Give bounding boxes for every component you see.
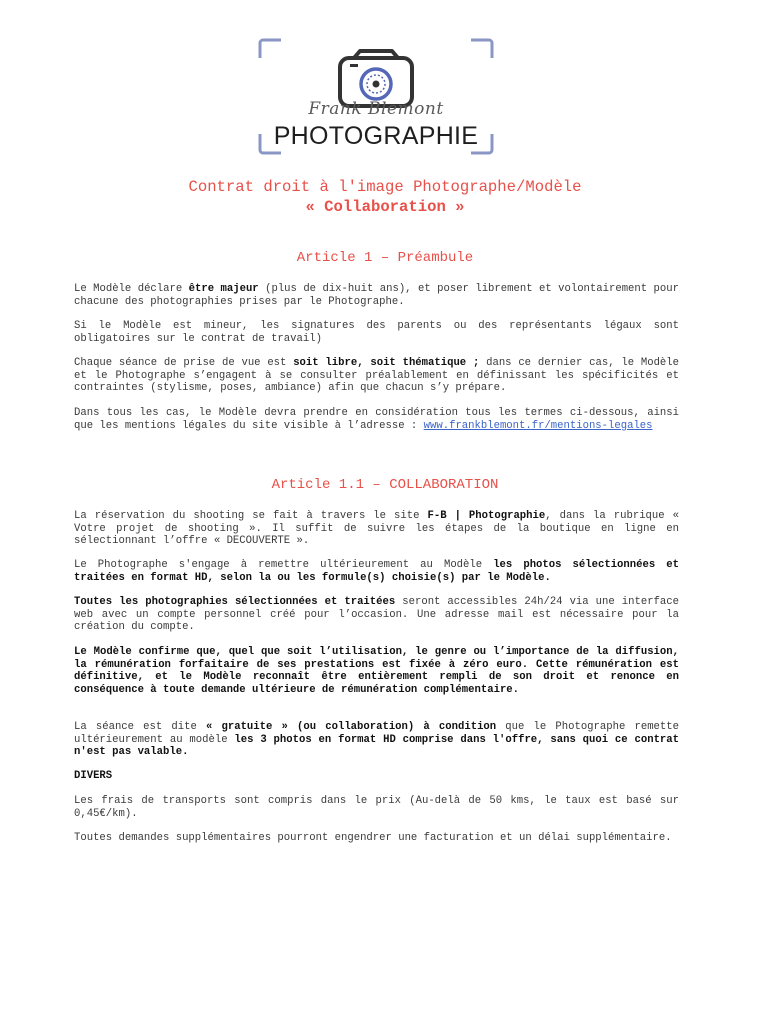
text-span: que le Photographe remette ultérieurement au modèle [74, 721, 679, 746]
camera-icon [340, 51, 412, 106]
text-span: seront accessibles 24h/24 via une interface web avec un compte personnel créé pour l’occasion. Une adresse mail est nécessaire pour la création du compte. [74, 596, 679, 634]
bold-span: F-B | Photographie [427, 510, 546, 522]
text-span: dans ce dernier cas, le Modèle et le Photographe s’engagent à se consulter préalablement en définissant les spécificités et contraintes (stylisme, poses, ambiance) afin que chacun s’y prépare. [74, 357, 679, 395]
text-span: Le Photographe s'engage à remettre ultérieurement au Modèle [74, 559, 494, 571]
article-1-paragraph-1 [74, 283, 679, 308]
text-span: Le Modèle déclare [74, 283, 189, 295]
logo-script-name: Frank Blemont [308, 99, 444, 119]
document-title: Contrat droit à l'image Photographe/Modèle [188, 178, 582, 196]
divers-paragraph-2: Toutes demandes supplémentaires pourront engendrer une facturation et un délai supplémentaire. [74, 832, 672, 844]
frame-corner-top-right [471, 40, 492, 58]
article-1-1-paragraph-5 [74, 721, 679, 759]
text-span: Dans tous les cas, le Modèle devra prendre en considération tous les termes ci-dessous, ainsi que les mentions légales du site visible à l’adresse : [74, 407, 679, 432]
text-span: , dans la rubrique « Votre projet de shooting ». Il suffit de suivre les étapes de la boutique en ligne en sélectionnant l’offre « DECOUVERTE ». [74, 510, 679, 548]
logo-brand-word: PHOTOGRAPHIE [273, 122, 479, 150]
mentions-legales-link[interactable]: www.frankblemont.fr/mentions-legales [423, 419, 653, 432]
brand-logo [257, 36, 495, 160]
bold-span: les photos sélectionnées et traitées en format HD, selon la ou les formule(s) choisie(s) par le Modèle. [74, 559, 679, 584]
article-1-heading: Article 1 – Préambule [296, 250, 474, 266]
divers-paragraph-1: Les frais de transports sont compris dans le prix (Au-delà de 50 kms, le taux est basé sur 0,45€/km). [74, 795, 679, 820]
text-span: La séance est dite [74, 721, 206, 733]
article-1-paragraph-3 [74, 357, 679, 395]
divers-heading: DIVERS [74, 770, 113, 782]
article-1-1-paragraph-2 [74, 559, 679, 584]
article-1-paragraph-2: Si le Modèle est mineur, les signatures des parents ou des représentants légaux sont obligatoires sur le contrat de travail) [74, 320, 679, 345]
text-span: (plus de dix-huit ans), et poser librement et volontairement pour chacune des photographies prises par le Photographe. [74, 283, 679, 308]
document-subtitle: « Collaboration » [305, 198, 465, 216]
article-1-paragraph-4 [74, 407, 679, 432]
frame-corner-top-left [260, 40, 281, 58]
article-1-1-paragraph-1 [74, 510, 679, 548]
article-1-1-heading: Article 1.1 – COLLABORATION [271, 477, 499, 493]
bold-span: être majeur [188, 283, 259, 295]
bold-span: Toutes les photographies sélectionnées et traitées [74, 596, 396, 608]
text-span: La réservation du shooting se fait à travers le site [74, 510, 428, 522]
bold-span: « gratuite » (ou collaboration) à condition [205, 721, 497, 733]
article-1-1-paragraph-4: Le Modèle confirme que, quel que soit l’utilisation, le genre ou l’importance de la diffusion, la rémunération forfaitaire de ses prestations est fixée à zéro euro. Cette rémunération est définitive, et le Modèle reconnaît être entièrement rempli de son droit et renonce en conséquence à toute demande ultérieure de rémunération complémentaire. [74, 646, 679, 696]
article-1-1-paragraph-3 [74, 596, 679, 634]
bold-span: les 3 photos en format HD comprise dans l'offre, sans quoi ce contrat n'est pas valable. [74, 733, 679, 759]
text-span: Chaque séance de prise de vue est [74, 357, 294, 369]
bold-span: soit libre, soit thématique ; [293, 357, 480, 369]
